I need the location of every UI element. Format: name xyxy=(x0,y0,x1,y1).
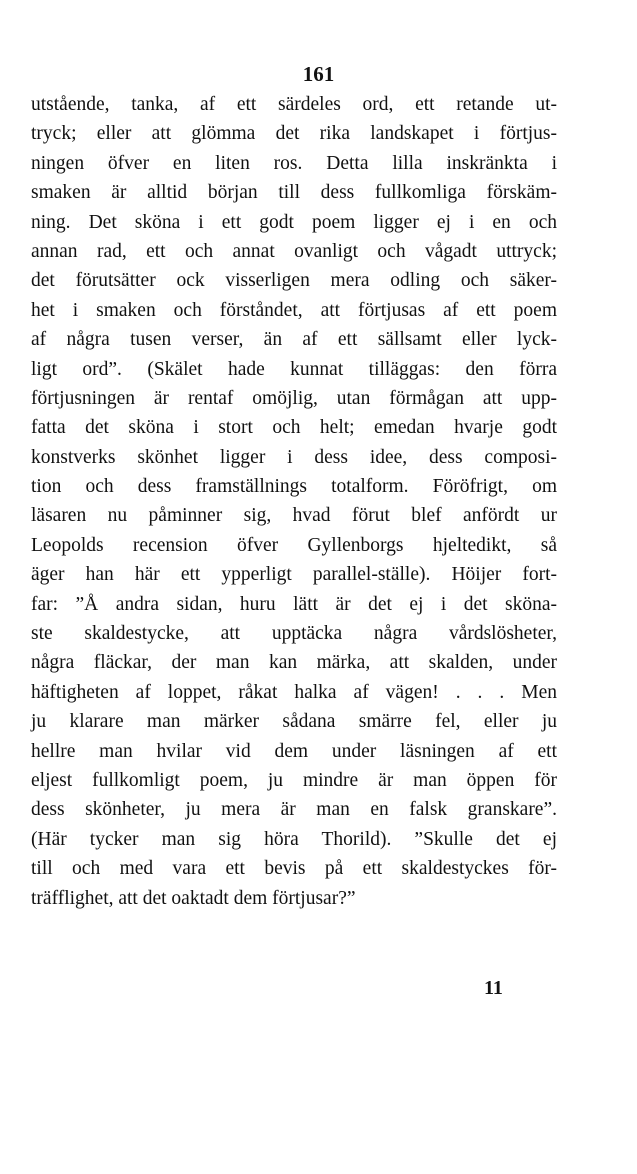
text-line: tryck; eller att glömma det rika landskapet i förtjus- xyxy=(31,123,557,145)
text-line: (Här tycker man sig höra Thorild). ”Skulle det ej xyxy=(31,828,557,850)
text-line: till och med vara ett bevis på ett skaldestyckes för- xyxy=(31,858,557,880)
text-line: konstverks skönhet ligger i dess idee, dess composi- xyxy=(31,446,557,468)
text-line: utstående, tanka, af ett särdeles ord, ett retande ut- xyxy=(31,94,557,115)
text-line: träfflighet, att det oaktadt dem förtjusar?” xyxy=(31,887,356,909)
text-line: ningen öfver en liten ros. Detta lilla inskränkta i xyxy=(31,152,557,174)
text-line: ligt ord”. (Skälet hade kunnat tilläggas: den förra xyxy=(31,358,557,380)
text-line: smaken är alltid början till dess fullkomliga förskäm- xyxy=(31,182,557,204)
text-line: ning. Det sköna i ett godt poem ligger ej i en och xyxy=(31,211,557,233)
text-line: några fläckar, der man kan märka, att skalden, under xyxy=(31,652,557,674)
text-line: tion och dess framställnings totalform. Föröfrigt, om xyxy=(31,476,557,498)
text-line: häftigheten af loppet, råkat halka af vägen! . . . Men xyxy=(31,681,557,703)
text-line: Leopolds recension öfver Gyllenborgs hjeltedikt, så xyxy=(31,534,557,556)
text-line: ju klarare man märker sådana smärre fel, eller ju xyxy=(31,711,557,733)
text-line: eljest fullkomligt poem, ju mindre är man öppen för xyxy=(31,769,557,791)
text-line: far: ”Å andra sidan, huru lätt är det ej i det sköna- xyxy=(31,593,557,615)
text-line: af några tusen verser, än af ett sällsamt eller lyck- xyxy=(31,329,557,351)
text-line: hellre man hvilar vid dem under läsningen af ett xyxy=(31,740,557,762)
text-line: dess skönheter, ju mera är man en falsk granskare”. xyxy=(31,799,557,821)
text-line: det förutsätter ock visserligen mera odling och säker- xyxy=(31,270,557,292)
text-line: äger han här ett ypperligt parallel-ställe). Höijer fort- xyxy=(31,564,557,586)
text-line: ste skaldestycke, att upptäcka några vårdslösheter, xyxy=(31,623,557,645)
text-line: förtjusningen är rentaf omöjlig, utan förmågan att upp- xyxy=(31,387,557,409)
signature-mark: 11 xyxy=(484,977,503,999)
text-line: läsaren nu påminner sig, hvad förut blef anfördt ur xyxy=(31,505,557,527)
text-line: het i smaken och förståndet, att förtjusas af ett poem xyxy=(31,299,557,321)
page-number: 161 xyxy=(302,62,335,86)
text-line: annan rad, ett och annat ovanligt och vågadt uttryck; xyxy=(31,240,557,262)
text-line: fatta det sköna i stort och helt; emedan hvarje godt xyxy=(31,417,557,439)
body-text xyxy=(31,90,557,913)
